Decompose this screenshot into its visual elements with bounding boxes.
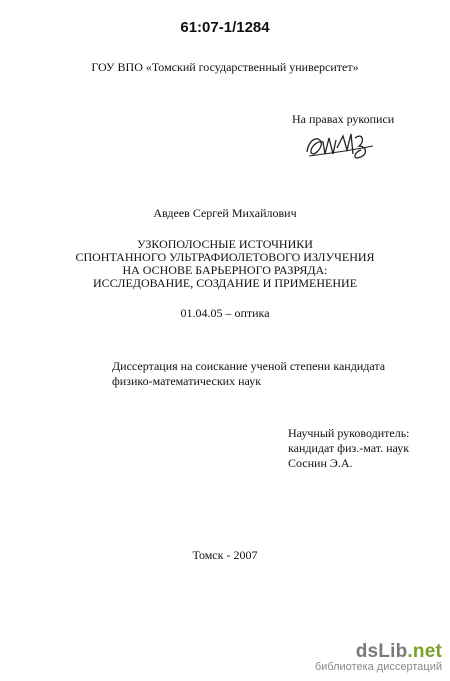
signature-icon bbox=[303, 128, 383, 164]
specialty-code: 01.04.05 – оптика bbox=[180, 306, 270, 320]
organization: ГОУ ВПО «Томский государственный университет» bbox=[91, 60, 359, 74]
degree-line: Диссертация на соискание ученой степени кандидата bbox=[112, 359, 386, 373]
supervisor-line: кандидат физ.-мат. наук bbox=[288, 441, 410, 455]
thesis-title bbox=[0, 238, 450, 290]
manuscript-rights: На правах рукописи bbox=[292, 112, 395, 126]
city-year: Томск - 2007 bbox=[192, 548, 258, 562]
degree-statement bbox=[112, 359, 385, 389]
logo-tld: net bbox=[412, 641, 442, 662]
title-line: УЗКОПОЛОСНЫЕ ИСТОЧНИКИ bbox=[137, 237, 313, 251]
catalog-number: 61:07-1/1284 bbox=[180, 19, 270, 36]
title-line: ИССЛЕДОВАНИЕ, СОЗДАНИЕ И ПРИМЕНЕНИЕ bbox=[92, 276, 358, 290]
logo-dot: . bbox=[407, 641, 413, 662]
supervisor-block bbox=[288, 426, 410, 471]
watermark-logo[interactable] bbox=[315, 641, 442, 663]
title-line: НА ОСНОВЕ БАРЬЕРНОГО РАЗРЯДА: bbox=[122, 263, 328, 277]
supervisor-line: Научный руководитель: bbox=[288, 426, 410, 440]
watermark[interactable] bbox=[315, 641, 442, 673]
title-line: СПОНТАННОГО УЛЬТРАФИОЛЕТОВОГО ИЗЛУЧЕНИЯ bbox=[75, 250, 375, 264]
logo-main: dsLib bbox=[355, 641, 408, 662]
watermark-tagline: библиотека диссертаций bbox=[314, 661, 442, 673]
degree-line: физико-математических наук bbox=[112, 374, 262, 388]
supervisor-line: Соснин Э.А. bbox=[288, 456, 353, 470]
author-name: Авдеев Сергей Михайлович bbox=[153, 206, 297, 220]
